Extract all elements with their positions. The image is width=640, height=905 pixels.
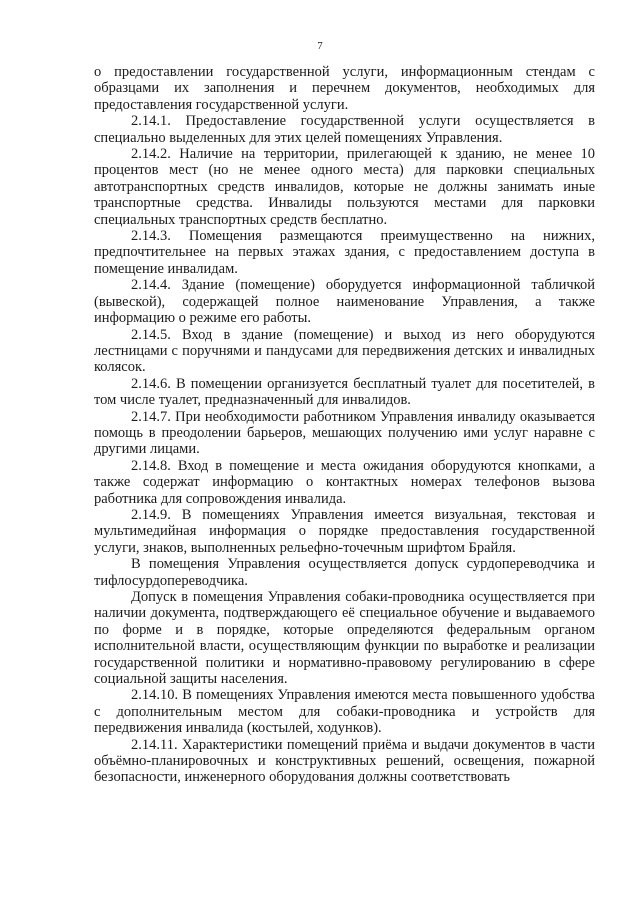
paragraph-guide-dog-access: Допуск в помещения Управления собаки-проводника осуществляется при наличии документа, подтверждающего её специальное обучение и выдаваемого по форме и в порядке, которые определяются федеральным органом исполнительной власти, осуществляющим функции по выработке и реализации государственной политики и нормативно-правовому регулированию в сфере социальной защиты населения. xyxy=(94,589,595,688)
paragraph-2-14-11: 2.14.11. Характеристики помещений приёма и выдачи документов в части объёмно-планировочных и конструктивных решений, освещения, пожарной безопасности, инженерного оборудования должны соответствовать xyxy=(94,736,595,786)
paragraph-2-14-8: 2.14.8. Вход в помещение и места ожидания оборудуются кнопками, а также содержат информацию о контактных номерах телефонов вызова работника для сопровождения инвалида. xyxy=(94,457,595,507)
paragraph-interpreter-access: В помещения Управления осуществляется допуск сурдопереводчика и тифлосурдопереводчика. xyxy=(94,556,595,589)
page-number: 7 xyxy=(317,40,323,52)
paragraph-2-14-4: 2.14.4. Здание (помещение) оборудуется информационной табличкой (вывеской), содержащей полное наименование Управления, а также информацию о режиме его работы. xyxy=(94,277,595,327)
paragraph-2-14-7: 2.14.7. При необходимости работником Управления инвалиду оказывается помощь в преодолении барьеров, мешающих получению ими услуг наравне с другими лицами. xyxy=(94,408,595,458)
paragraph-2-14-3: 2.14.3. Помещения размещаются преимущественно на нижних, предпочтительнее на первых этажах здания, с предоставлением доступа в помещение инвалидам. xyxy=(94,228,595,277)
paragraph-2-14-9: 2.14.9. В помещениях Управления имеется визуальная, текстовая и мультимедийная информация о порядке предоставления государственной услуги, знаков, выполненных рельефно-точечным шрифтом Брайля. xyxy=(94,506,595,556)
document-body xyxy=(94,64,595,786)
paragraph-2-14-2: 2.14.2. Наличие на территории, прилегающей к зданию, не менее 10 процентов мест (но не менее одного места) для парковки специальных автотранспортных средств инвалидов, которые не должны занимать иные транспортные средства. Инвалиды пользуются местами для парковки специальных транспортных средств бесплатно. xyxy=(94,146,595,228)
paragraph-2-14-1: 2.14.1. Предоставление государственной услуги осуществляется в специально выделенных для этих целей помещениях Управления. xyxy=(94,113,595,146)
paragraph-2-14-5: 2.14.5. Вход в здание (помещение) и выход из него оборудуются лестницами с поручнями и пандусами для передвижения детских и инвалидных колясок. xyxy=(94,326,595,376)
paragraph-2-14-10: 2.14.10. В помещениях Управления имеются места повышенного удобства с дополнительным местом для собаки-проводника и устройств для передвижения инвалида (костылей, ходунков). xyxy=(94,687,595,737)
paragraph-continuation: о предоставлении государственной услуги, информационным стендам с образцами их заполнения и перечнем документов, необходимых для предоставления государственной услуги. xyxy=(94,64,595,113)
paragraph-2-14-6: 2.14.6. В помещении организуется бесплатный туалет для посетителей, в том числе туалет, предназначенный для инвалидов. xyxy=(94,375,595,409)
